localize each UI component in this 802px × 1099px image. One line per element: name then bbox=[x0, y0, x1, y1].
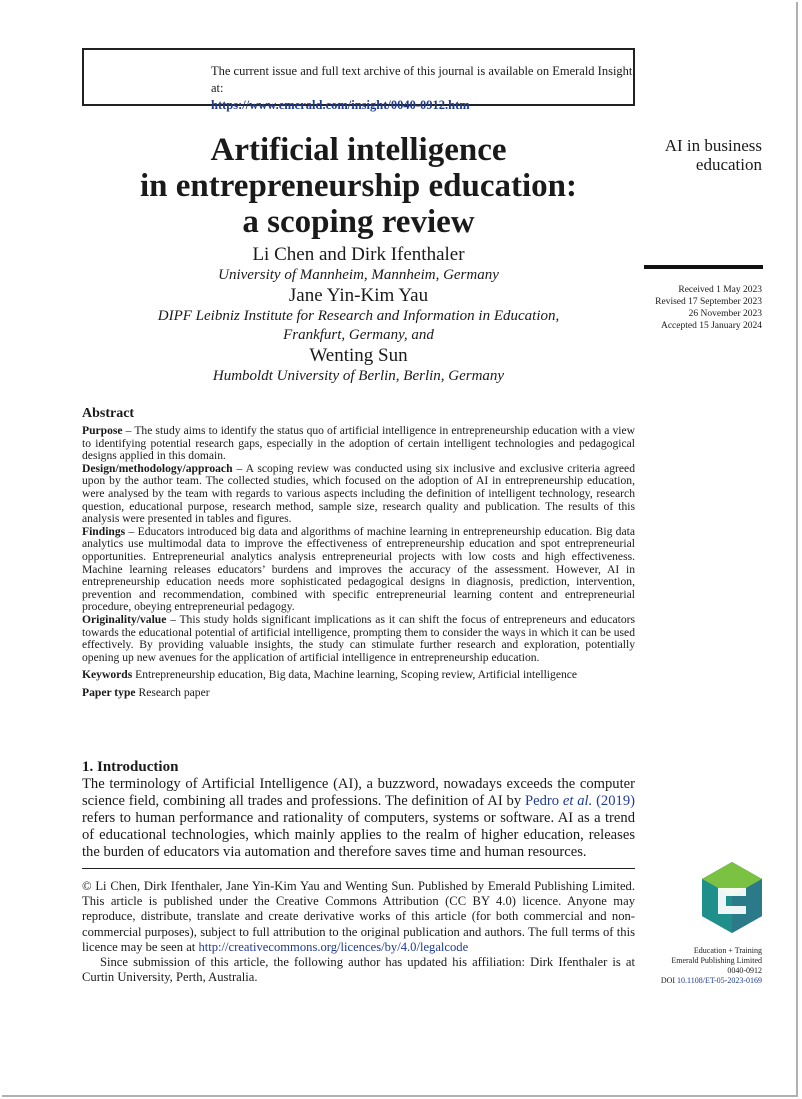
article-title bbox=[82, 132, 635, 240]
keywords-text: Entrepreneurship education, Big data, Machine learning, Scoping review, Artificial intelligence bbox=[132, 668, 578, 682]
abstract-design bbox=[82, 463, 635, 526]
title-line: in entrepreneurship education: bbox=[140, 168, 577, 204]
license-text: © Li Chen, Dirk Ifenthaler, Jane Yin-Kim Yau and Wenting Sun. Published by Emerald Publishing Limited. This article is published under the Creative Commons Attribution (CC BY 4.0) licence. Anyone may reproduce, distribute, translate and create derivative works of this article (for both commercial and non-commercial purposes), subject to full attribution to the original publication and authors. The full terms of this licence may be seen at bbox=[82, 879, 635, 954]
introduction-heading: 1. Introduction bbox=[82, 759, 179, 775]
running-title bbox=[640, 136, 762, 174]
abstract-findings bbox=[82, 526, 635, 614]
originality-label: Originality/value bbox=[82, 612, 167, 626]
paper-type bbox=[82, 687, 635, 700]
footnote-divider bbox=[82, 868, 635, 869]
paper-type-text: Research paper bbox=[135, 685, 210, 699]
findings-text: – Educators introduced big data and algorithms of machine learning in entrepreneurship education. Big data analytics use multimodal data to improve the effectiveness of entrepreneurship education and spot entrepreneurial opportunities. Entrepreneurial analytics analysis entrepreneurial projects with low costs and high effectiveness. Machine learning releases educators’ burdens and improves the accuracy of the assessment. However, AI in entrepreneurship education needs more sophisticated pedagogical designs in diagnosis, prediction, intervention, prevention and recommendation, combined with specific entrepreneurial learning content and entrepreneurial procedure, obeying entrepreneurial pedagogy. bbox=[82, 524, 635, 614]
abstract-originality bbox=[82, 614, 635, 664]
footnote-section bbox=[82, 879, 635, 985]
originality-text: – This study holds significant implications as it can shift the focus of entrepreneurs and educators towards the educational potential of artificial intelligence, prompting them to consider the ways in which it can be used effectively. By providing valuable insights, the study can stimulate further research and exploration, potentially opening up new avenues for the application of artificial intelligence in entrepreneurship education. bbox=[82, 612, 635, 664]
purpose-label: Purpose bbox=[82, 424, 123, 437]
side-divider bbox=[644, 265, 763, 269]
doi-label: DOI bbox=[660, 976, 678, 985]
abstract-section bbox=[82, 405, 635, 699]
citation-link[interactable] bbox=[525, 793, 635, 809]
notice-text: The current issue and full text archive of this journal is available on Emerald Insight at: bbox=[211, 64, 633, 95]
design-text: – A scoping review was conducted using six inclusive and exclusive criteria agreed upon by the author team. The collected studies, which focused on the adoption of AI in entrepreneurship education, were analysed by the team with regards to various aspects including the definition of intelligent technology, research question, educational purpose, research method, sample size, research quality and publication. The results of this analysis were presented in tables and figures. bbox=[82, 461, 635, 526]
license-link[interactable]: http://creativecommons.org/licences/by/4.0/legalcode bbox=[198, 939, 469, 954]
journal-notice-box bbox=[82, 48, 635, 112]
author-name: Wenting Sun bbox=[309, 345, 408, 366]
running-title-line: education bbox=[695, 155, 762, 174]
author-affiliation: Humboldt University of Berlin, Berlin, Germany bbox=[212, 368, 505, 384]
introduction-section bbox=[82, 758, 635, 861]
paper-type-label: Paper type bbox=[82, 685, 136, 699]
citation-etal: et al. bbox=[562, 793, 593, 809]
author-name: Li Chen and Dirk Ifenthaler bbox=[252, 244, 465, 265]
design-label: Design/methodology/approach bbox=[82, 461, 233, 475]
title-line: a scoping review bbox=[242, 204, 475, 240]
affiliation-update: Since submission of this article, the following author has updated his affiliation: Dirk Ifenthaler is at Curtin University, Perth, Australia. bbox=[82, 955, 635, 985]
date-revised-2: 26 November 2023 bbox=[688, 309, 762, 319]
purpose-text: – The study aims to identify the status quo of artificial intelligence in entrepreneurship education with a view to identifying potential research gaps, especially in the adoption of certain intelligent technologies and pedagogical designs applied in this domain. bbox=[82, 424, 635, 463]
abstract-heading: Abstract bbox=[82, 406, 135, 421]
keywords-label: Keywords bbox=[82, 668, 133, 682]
doi-link[interactable]: 10.1108/ET-05-2023-0169 bbox=[677, 976, 762, 985]
emerald-logo-icon bbox=[700, 860, 764, 935]
journal-url-link[interactable]: https://www.emerald.com/insight/0040-0912.htm bbox=[211, 98, 470, 112]
intro-text: The terminology of Artificial Intelligence (AI), a buzzword, nowadays exceeds the computer science field, combining all trades and professions. The definition of AI by bbox=[82, 776, 635, 809]
citation-name: Pedro bbox=[524, 793, 563, 809]
journal-info bbox=[620, 946, 762, 986]
journal-doi bbox=[620, 976, 762, 986]
journal-issn: 0040-0912 bbox=[727, 966, 762, 975]
running-title-line: AI in business bbox=[664, 136, 762, 155]
citation-year: (2019) bbox=[592, 793, 635, 809]
author-block bbox=[82, 244, 635, 386]
introduction-paragraph bbox=[82, 776, 635, 861]
journal-name: Education + Training bbox=[693, 946, 762, 955]
author-affiliation: University of Mannheim, Mannheim, Germany bbox=[218, 267, 499, 283]
date-received: Received 1 May 2023 bbox=[678, 285, 762, 295]
journal-publisher: Emerald Publishing Limited bbox=[671, 956, 762, 965]
license-note bbox=[82, 879, 635, 955]
intro-text-cont: refers to human performance and rationality of computers, systems or software. AI as a trend of educational technologies, which mainly applies to the realm of higher education, releases the burden of educators via automation and therefore saves time and human resources. bbox=[82, 810, 635, 860]
findings-label: Findings bbox=[82, 524, 126, 538]
article-dates bbox=[620, 284, 762, 332]
author-affiliation: DIPF Leibniz Institute for Research and Information in Education, bbox=[157, 308, 560, 324]
date-revised: Revised 17 September 2023 bbox=[655, 297, 762, 307]
author-name: Jane Yin-Kim Yau bbox=[288, 285, 429, 306]
keywords bbox=[82, 669, 635, 682]
author-affiliation: Frankfurt, Germany, and bbox=[283, 327, 434, 343]
date-accepted: Accepted 15 January 2024 bbox=[660, 321, 762, 331]
title-line: Artificial intelligence bbox=[210, 132, 507, 168]
abstract-purpose bbox=[82, 425, 635, 463]
